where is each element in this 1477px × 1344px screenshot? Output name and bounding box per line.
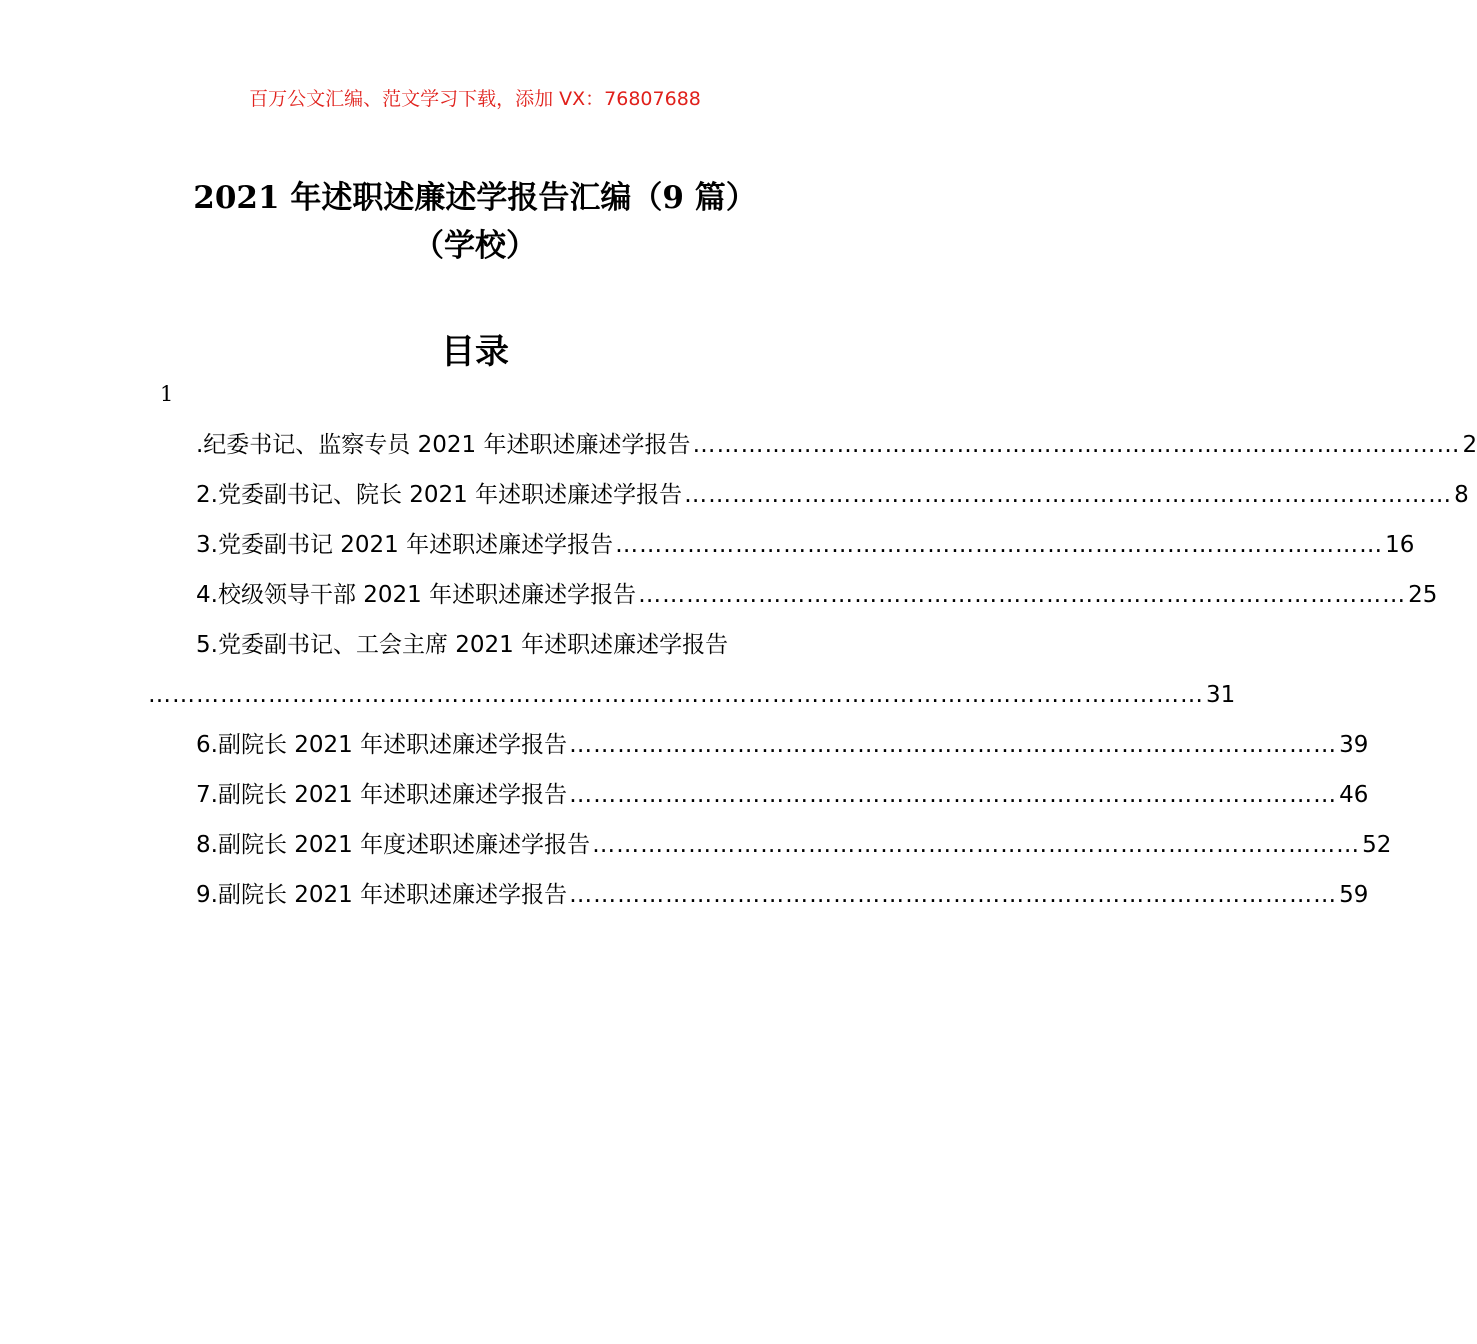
stray-number: 1	[160, 382, 174, 406]
toc-entry-page: 16	[1385, 532, 1415, 558]
table-of-contents	[146, 420, 1477, 920]
toc-entry-8[interactable]	[146, 820, 1392, 870]
toc-entry-page: 31	[1206, 682, 1236, 708]
toc-leader-dots: ……………………………………………………………………………………	[615, 532, 1384, 558]
toc-entry-3[interactable]	[146, 520, 1415, 570]
toc-entry-label: 3.党委副书记 2021 年述职述廉述学报告	[196, 532, 614, 558]
toc-leader-dots: ……………………………………………………………………………………	[592, 832, 1361, 858]
toc-entry-label: .纪委书记、监察专员 2021 年述职述廉述学报告	[196, 432, 691, 458]
toc-entry-label: 2.党委副书记、院长 2021 年述职述廉述学报告	[196, 482, 683, 508]
toc-entry-6[interactable]	[146, 720, 1369, 770]
toc-entry-page: 8	[1454, 482, 1469, 508]
toc-entry-7[interactable]	[146, 770, 1369, 820]
toc-entry-label: 8.副院长 2021 年度述职述廉述学报告	[196, 832, 591, 858]
toc-leader-dots: ……………………………………………………………………………………	[569, 782, 1338, 808]
toc-entry-page: 46	[1339, 782, 1369, 808]
toc-entry-page: 2	[1462, 432, 1477, 458]
toc-leader-dots: ……………………………………………………………………………………	[569, 882, 1338, 908]
toc-entry-5-line-1[interactable]	[146, 620, 806, 670]
toc-entry-4[interactable]	[146, 570, 1438, 620]
toc-entry-label: 4.校级领导干部 2021 年述职述廉述学报告	[196, 582, 637, 608]
toc-entry-label: 5.党委副书记、工会主席 2021 年述职述廉述学报告	[196, 632, 729, 658]
toc-entry-label: 6.副院长 2021 年述职述廉述学报告	[196, 732, 568, 758]
toc-entry-1[interactable]	[146, 420, 1477, 470]
title-line-2: （学校）	[413, 228, 537, 264]
toc-heading: 目录	[441, 332, 509, 372]
toc-leader-dots: ……………………………………………………………………………………	[638, 582, 1407, 608]
toc-leader-dots: ……………………………………………………………………………………	[692, 432, 1461, 458]
toc-entry-9[interactable]	[146, 870, 1369, 920]
toc-leader-dots: ……………………………………………………………………………………………………………………	[148, 682, 1204, 708]
toc-entry-5-line-2[interactable]	[146, 670, 1236, 720]
toc-entry-page: 59	[1339, 882, 1369, 908]
header-note: 百万公文汇编、范文学习下载，添加 VX：76807688	[249, 88, 701, 110]
title-line-1: 2021 年述职述廉述学报告汇编（9 篇）	[193, 180, 757, 216]
toc-entry-page: 25	[1408, 582, 1438, 608]
toc-entry-page: 39	[1339, 732, 1369, 758]
toc-entry-label: 9.副院长 2021 年述职述廉述学报告	[196, 882, 568, 908]
document-title	[0, 174, 950, 270]
toc-leader-dots: ……………………………………………………………………………………	[684, 482, 1453, 508]
toc-entry-page: 52	[1362, 832, 1392, 858]
toc-entry-label: 7.副院长 2021 年述职述廉述学报告	[196, 782, 568, 808]
toc-entry-2[interactable]	[146, 470, 1469, 520]
toc-leader-dots: ……………………………………………………………………………………	[569, 732, 1338, 758]
